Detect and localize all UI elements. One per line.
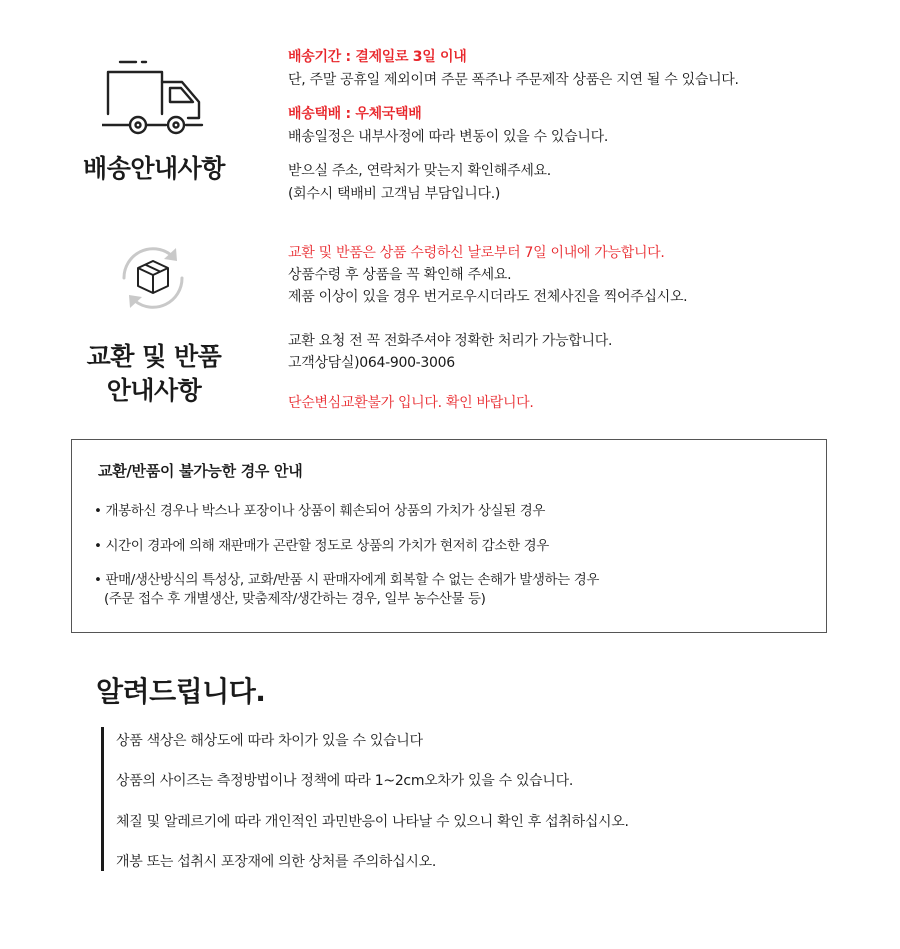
exchange-period: 교환 및 반품은 상품 수령하신 날로부터 7일 이내에 가능합니다. bbox=[288, 245, 665, 261]
not-allowed-item-note: (주문 접수 후 개별생산, 맞춤제작/생간하는 경우, 일부 농수산물 등) bbox=[104, 591, 486, 607]
not-allowed-title: 교환/반품이 불가능한 경우 안내 bbox=[98, 462, 303, 480]
exchange-photo-note: 제품 이상이 있을 경우 번거로우시더라도 전체사진을 찍어주십시오. bbox=[288, 289, 688, 305]
no-change-of-mind-note: 단순변심교환불가 입니다. 확인 바랍니다. bbox=[288, 395, 534, 411]
notice-line: 체질 및 알레르기에 따라 개인적인 과민반응이 나타날 수 있으니 확인 후 섭취하십시오. bbox=[116, 814, 629, 830]
notice-line: 상품 색상은 해상도에 따라 차이가 있을 수 있습니다 bbox=[116, 733, 423, 749]
shipping-delay-note: 단, 주말 공휴일 제외이며 주문 폭주나 주문제작 상품은 지연 될 수 있습니다. bbox=[288, 72, 739, 88]
not-allowed-box bbox=[71, 439, 827, 633]
notice-divider bbox=[101, 727, 104, 871]
exchange-call-note: 교환 요청 전 꼭 전화주셔야 정확한 처리가 가능합니다. bbox=[288, 333, 613, 349]
exchange-title-line1: 교환 및 반품 bbox=[86, 342, 222, 371]
notice-line: 개봉 또는 섭취시 포장재에 의한 상처를 주의하십시오. bbox=[116, 854, 436, 870]
box-exchange-icon bbox=[115, 240, 191, 316]
shipping-return-fee-note: (회수시 택배비 고객님 부담입니다.) bbox=[288, 186, 501, 202]
not-allowed-item: • 판매/생산방식의 특성상, 교화/반품 시 판매자에게 회복할 수 없는 손해가 발생하는 경우 bbox=[94, 572, 599, 588]
not-allowed-item: • 개봉하신 경우나 박스나 포장이나 상품이 훼손되어 상품의 가치가 상실된 경우 bbox=[94, 503, 545, 519]
customer-service-phone: 고객상담실)064-900-3006 bbox=[288, 355, 455, 371]
shipping-title: 배송안내사항 bbox=[83, 154, 225, 183]
not-allowed-item: • 시간이 경과에 의해 재판매가 곤란할 정도로 상품의 가치가 현저히 감소한 경우 bbox=[94, 538, 549, 554]
exchange-title-line2: 안내사항 bbox=[106, 376, 202, 405]
notice-line: 상품의 사이즈는 측정방법이나 정책에 따라 1~2cm오차가 있을 수 있습니다. bbox=[116, 773, 574, 789]
shipping-courier: 배송택배 : 우체국택배 bbox=[288, 106, 422, 122]
shipping-period: 배송기간 : 결제일로 3일 이내 bbox=[288, 49, 467, 65]
delivery-truck-icon bbox=[102, 58, 206, 138]
shipping-address-note: 받으실 주소, 연락처가 맞는지 확인해주세요. bbox=[288, 163, 551, 179]
exchange-check-note: 상품수령 후 상품을 꼭 확인해 주세요. bbox=[288, 267, 512, 283]
notice-title: 알려드립니다. bbox=[96, 675, 266, 708]
shipping-schedule-note: 배송일정은 내부사정에 따라 변동이 있을 수 있습니다. bbox=[288, 129, 608, 145]
